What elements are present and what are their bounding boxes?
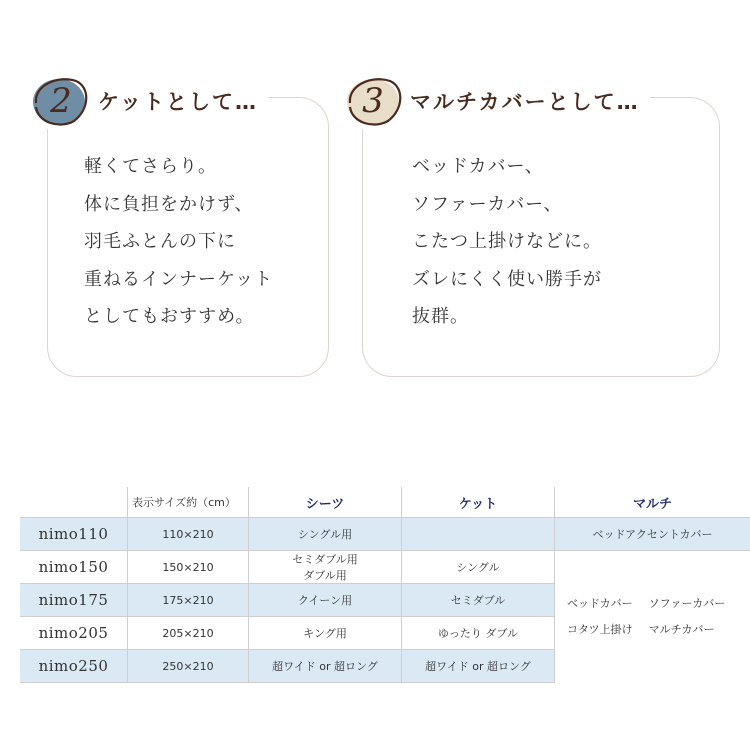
ket-card-body [84,148,273,336]
multicover-line: 抜群。 [412,306,469,327]
multi-merged-cell [555,551,750,683]
multicover-card-body [412,148,602,336]
model-cell: nimo150 [20,551,128,584]
multi-item: ソファーカバー [648,596,726,610]
model-cell: nimo110 [20,518,128,551]
model-header [20,487,128,518]
size-cell: 205×210 [128,617,249,650]
multicover-line: こたつ上掛けなどに。 [412,231,602,252]
sheets-header: シーツ [249,487,402,518]
multicover-line: ソファーカバー、 [412,193,563,215]
multi-item: コタツ上掛け [567,622,633,636]
sheets-cell: 超ワイド or 超ロング [249,650,402,683]
ket-line: 軽くてさらり。 [84,156,217,177]
sheets-line: ダブル用 [303,569,347,582]
number-badge-3 [340,73,406,129]
sheets-cell: シングル用 [249,518,402,551]
size-cell: 150×210 [128,551,249,584]
ket-cell: ゆったり ダブル [402,617,555,650]
ket-cell: シングル [402,551,555,584]
model-cell: nimo175 [20,584,128,617]
multicover-line: ズレにくく使い勝手が [412,268,602,290]
multi-header: マルチ [555,487,750,518]
model-cell: nimo250 [20,650,128,683]
number-badge-2 [28,73,94,129]
ket-line: 体に負担をかけず、 [84,193,254,215]
multicover-line: ベッドカバー、 [412,156,544,177]
multi-item: ベッドカバー [567,596,633,610]
size-cell: 175×210 [128,584,249,617]
ket-line: 重ねるインナーケット [84,268,274,290]
ket-header: ケット [402,487,555,518]
ket-cell [402,518,555,551]
badge-number: 2 [50,81,72,121]
ket-line: としてもおすすめ。 [84,306,255,327]
size-header: 表示サイズ約（cm） [128,487,249,518]
multicover-card-title: マルチカバーとして… [410,90,640,114]
multi-item: マルチカバー [648,622,715,636]
size-cell: 110×210 [128,518,249,551]
sheets-line: セミダブル用 [292,553,358,566]
multicover-card-header [340,73,650,129]
sheets-cell: キング用 [249,617,402,650]
size-spec-table [20,487,750,683]
table-row [20,551,750,584]
model-cell: nimo205 [20,617,128,650]
size-cell: 250×210 [128,650,249,683]
sheets-cell [249,551,402,584]
ket-card-title: ケットとして… [98,90,258,114]
sheets-cell: クイーン用 [249,584,402,617]
ket-card-header [28,73,268,129]
multi-cell: ベッドアクセントカバー [555,518,750,551]
ket-cell: セミダブル [402,584,555,617]
ket-line: 羽毛ふとんの下に [84,231,236,252]
badge-number: 3 [362,81,384,121]
table-row [20,518,750,551]
ket-cell: 超ワイド or 超ロング [402,650,555,683]
table-header-row [20,487,750,518]
